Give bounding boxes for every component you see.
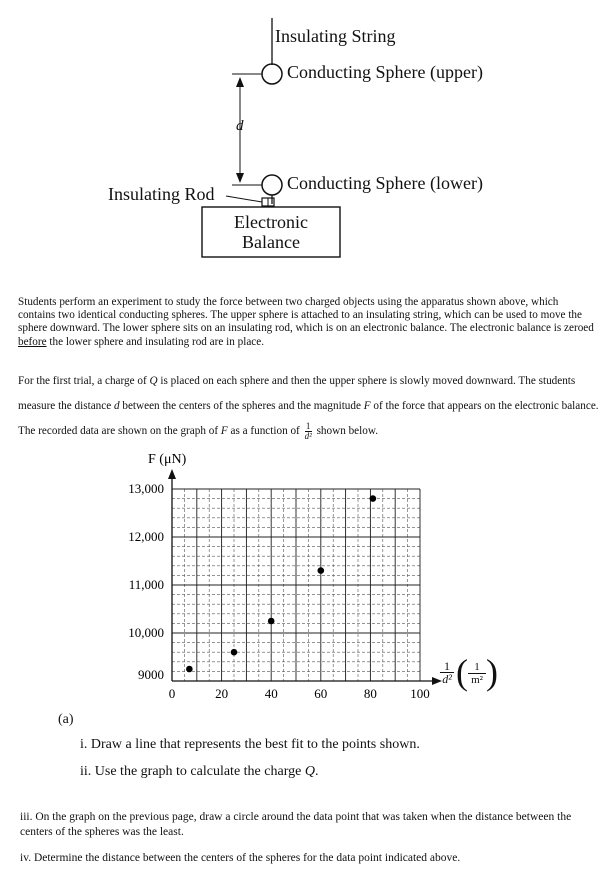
y-tick-label: 13,000 — [128, 481, 164, 496]
x-label-frac — [440, 660, 454, 685]
data-point — [268, 618, 275, 625]
question-i: i. Draw a line that represents the best fit to the points shown. — [80, 737, 420, 752]
question-ii-text: ii. Use the graph to calculate the charge — [80, 764, 305, 779]
trial-text-f: shown below. — [313, 425, 378, 437]
force-chart — [0, 450, 609, 715]
x-label-den: d² — [442, 672, 452, 686]
chart-tick-labels — [128, 481, 430, 701]
y-tick-label: 9000 — [138, 667, 164, 682]
chart-points — [186, 495, 376, 672]
trial-f: F — [363, 400, 371, 412]
lower-sphere-label: Conducting Sphere (lower) — [287, 173, 483, 193]
upper-sphere-label: Conducting Sphere (upper) — [287, 62, 483, 82]
data-point — [231, 649, 238, 656]
x-tick-label: 100 — [410, 686, 430, 701]
trial-text-d: of the force that appears on the electronic balance. The recorded data are shown on the graph of — [18, 400, 599, 437]
question-ii — [80, 764, 318, 780]
question-iv: iv. Determine the distance between the centers of the spheres for the data point indicated above. — [20, 852, 461, 864]
data-point — [370, 495, 377, 502]
trial-text-b: is placed on each sphere and then the upper sphere is slowly moved downward. The students measure the distance — [18, 375, 576, 412]
x-unit — [456, 652, 496, 698]
x-tick-label: 80 — [363, 686, 377, 701]
balance-line1: Electronic — [234, 212, 308, 232]
balance-line2: Balance — [242, 232, 300, 252]
d-label: d — [236, 118, 244, 134]
x-unit-den: m² — [471, 674, 483, 686]
trial-f2: F — [220, 425, 228, 437]
x-unit-frac — [468, 661, 486, 686]
y-tick-label: 11,000 — [128, 577, 164, 592]
x-tick-label: 0 — [168, 686, 176, 701]
trial-text-a: For the first trial, a charge of — [18, 375, 150, 387]
intro-underlined: before — [18, 335, 47, 348]
trial-text-c: between the centers of the spheres and the magnitude — [119, 400, 364, 412]
intro-tail: the lower sphere and insulating rod are in place. — [46, 335, 265, 348]
intro-text: Students perform an experiment to study the force between two charged objects using the apparatus shown above, which contains two identical conducting spheres. The upper sphere is attached to an insulating string, which can be used to move the sphere downward. The lower sphere sits on an insulating rod, which is on an electronic balance. The electronic balance is zeroed — [18, 296, 594, 335]
part-a-label: (a) — [58, 712, 74, 727]
trial-frac-den: d² — [304, 430, 312, 441]
question-iii: iii. On the graph on the previous page, draw a circle around the data point that was taken when the distance between the centers of the spheres was the least. — [20, 811, 572, 838]
data-point — [186, 666, 193, 673]
question-ii-end: . — [314, 764, 319, 779]
y-axis-arrow — [168, 469, 176, 479]
trial-frac-num: 1 — [305, 420, 311, 431]
lower-sphere — [262, 175, 282, 195]
trial-d: d — [113, 400, 120, 412]
question-ii-q: Q — [304, 764, 315, 779]
x-unit-paren-left: ( — [456, 652, 468, 692]
balance-label — [202, 212, 340, 252]
rod-label: Insulating Rod — [108, 184, 215, 204]
intro-paragraph — [18, 296, 598, 349]
trial-paragraph — [18, 369, 603, 444]
x-tick-label: 60 — [314, 686, 328, 701]
trial-text-e: as a function of — [227, 425, 303, 437]
trial-fraction — [305, 422, 312, 441]
data-point — [318, 567, 325, 574]
y-tick-label: 10,000 — [128, 625, 164, 640]
x-unit-num: 1 — [468, 661, 486, 674]
string-label: Insulating String — [275, 26, 396, 46]
x-tick-label: 40 — [264, 686, 278, 701]
upper-sphere — [262, 64, 282, 84]
x-label-num: 1 — [440, 660, 454, 673]
x-tick-label: 20 — [215, 686, 229, 701]
y-axis-label: F (μN) — [148, 452, 187, 467]
x-unit-paren-right: ) — [486, 652, 498, 692]
trial-q: Q — [149, 375, 158, 387]
x-axis-label — [440, 652, 500, 702]
y-tick-label: 12,000 — [128, 529, 164, 544]
